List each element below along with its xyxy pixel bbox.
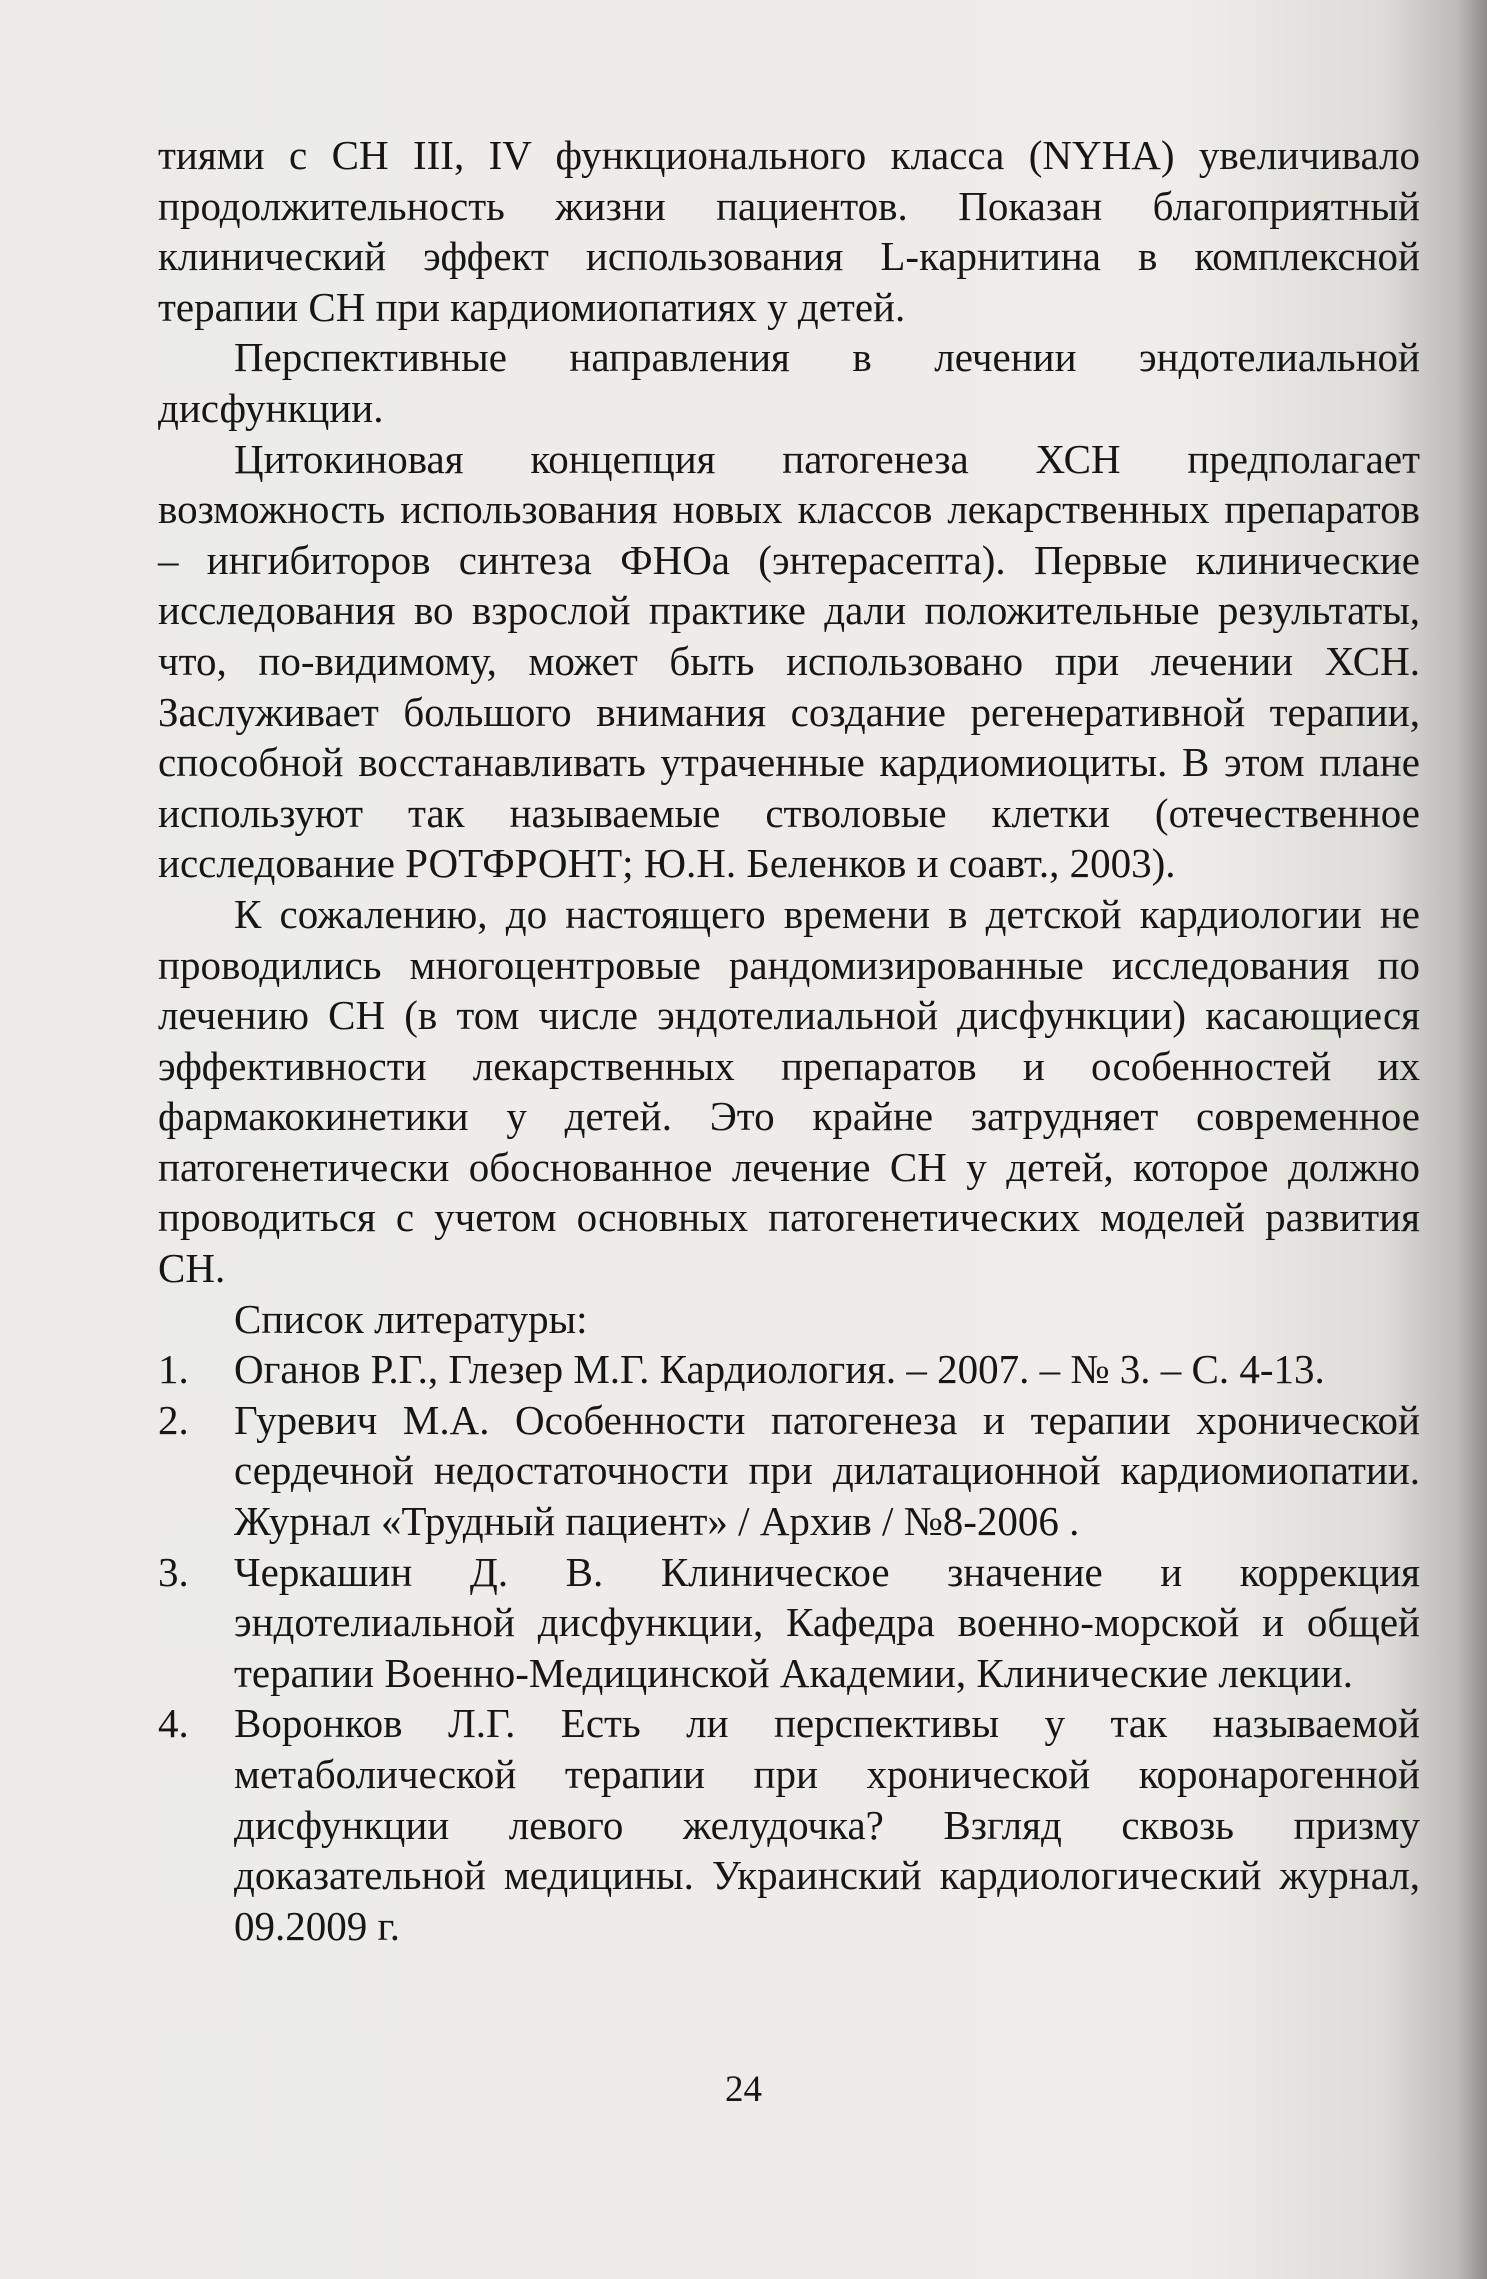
reference-item [158, 1698, 1420, 1951]
reference-text: Воронков Л.Г. Есть ли перспективы у так называемой метаболической терапии при хронической коронарогенной дисфункции левого желудочка? Взгляд сквозь призму доказательной медицины. Украинский кардиологический журнал, 09.2009 г. [234, 1700, 1420, 1949]
paragraph-2: Перспективные направления в лечении эндотелиальной дисфункции. [158, 334, 1420, 431]
paragraph-1: тиями с СН III, IV функционального класса (NYHA) увеличивало продолжительность жизни пациентов. Показан благоприятный клинический эффект использования L-карнитина в комплексной терапии СН при кардиомиопатиях у детей. [158, 132, 1420, 330]
paragraph-4: К сожалению, до настоящего времени в детской кардиологии не проводились многоцентровые рандомизированные исследования по лечению СН (в том числе эндотелиальной дисфункции) касающиеся эффективности лекарственных препаратов и особенностей их фармакокинетики у детей. Это крайне затрудняет современное патогенетически обоснованное лечение СН у детей, которое должно проводиться с учетом основных патогенетических моделей развития СН. [158, 890, 1420, 1292]
reference-number: 1. [158, 1346, 189, 1393]
paragraph-3: Цитокиновая концепция патогенеза ХСН предполагает возможность использования новых классов лекарственных препаратов – ингибиторов синтеза ФНОа (энтерасепта). Первые клинические исследования во взрослой практике дали положительные результаты, что, по-видимому, может быть использовано при лечении ХСН. Заслуживает большого внимания создание регенеративной терапии, способной восстанавливать утраченные кардиомиоциты. В этом плане используют так называемые стволовые клетки (отечественное исследование РОТФРОНТ; Ю.Н. Беленков и соавт., 2003). [158, 435, 1420, 887]
page-text [158, 130, 1420, 1951]
reference-text: Оганов Р.Г., Глезер М.Г. Кардиология. – 2007. – № 3. – С. 4-13. [234, 1346, 1325, 1393]
reference-number: 4. [158, 1700, 189, 1747]
reference-item [158, 1344, 1420, 1395]
references-heading: Список литературы: [234, 1295, 588, 1342]
reference-item [158, 1395, 1420, 1547]
reference-text: Гуревич М.А. Особенности патогенеза и терапии хронической сердечной недостаточности при дилатационной кардиомиопатии. Журнал «Трудный пациент» / Архив / №8-2006 . [234, 1396, 1420, 1545]
page-number: 24 [725, 2069, 762, 2110]
reference-item [158, 1547, 1420, 1699]
reference-number: 3. [158, 1548, 189, 1595]
reference-text: Черкашин Д. В. Клиническое значение и коррекция эндотелиальной дисфункции, Кафедра военно-морской и общей терапии Военно-Медицинской Академии, Клинические лекции. [234, 1548, 1420, 1696]
references-list [158, 1344, 1420, 1951]
reference-number: 2. [158, 1396, 189, 1443]
